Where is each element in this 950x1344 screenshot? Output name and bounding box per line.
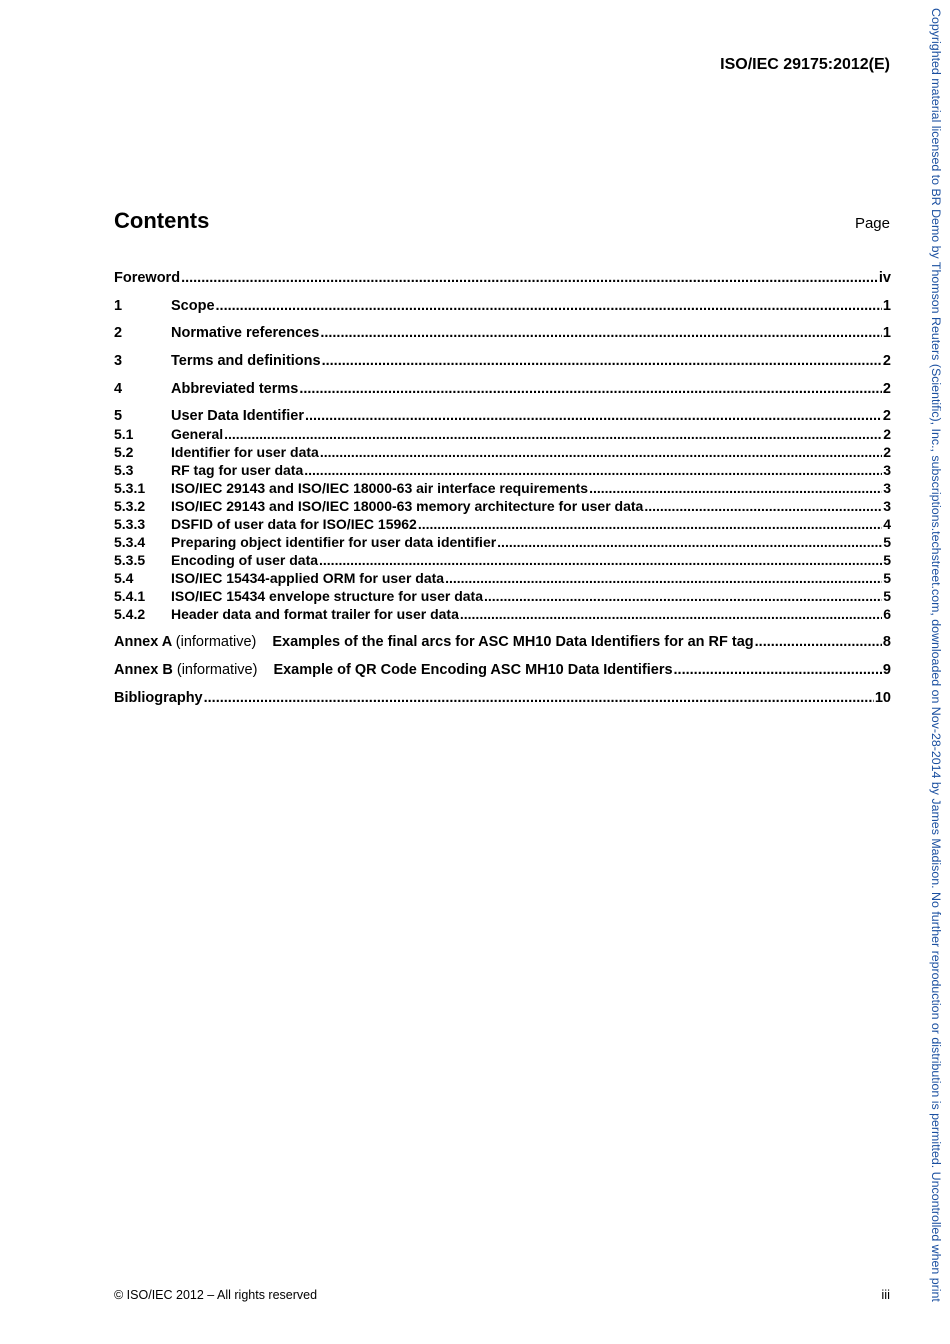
toc-entry-page: 2 xyxy=(882,380,891,397)
toc-entry-title: Normative references xyxy=(171,325,320,342)
annex-qualifier: (informative) xyxy=(176,661,258,678)
dot-leader xyxy=(418,515,882,533)
toc-entry-title: Bibliography xyxy=(114,689,203,706)
toc-entry-page: 5 xyxy=(883,534,891,551)
toc-entry-number: 5.1 xyxy=(114,426,134,443)
toc-entry-annex-a[interactable] xyxy=(114,633,891,651)
toc-entry-number: 5.3 xyxy=(114,462,134,479)
toc-entry-title: DSFID of user data for ISO/IEC 15962 xyxy=(171,516,417,533)
toc-entry-title: Preparing object identifier for user data identifier xyxy=(171,534,497,551)
annex-label xyxy=(114,661,273,679)
dot-leader xyxy=(320,443,882,461)
toc-entry-foreword[interactable] xyxy=(114,269,891,287)
footer-page-number: iii xyxy=(881,1287,890,1302)
toc-entry-number: 4 xyxy=(114,380,123,397)
toc-entry-annex-b[interactable] xyxy=(114,661,891,679)
dot-leader xyxy=(322,352,882,370)
toc-entry-title: Example of QR Code Encoding ASC MH10 Data Identifiers xyxy=(273,661,673,678)
toc-entry-5-4-2[interactable] xyxy=(114,605,891,623)
toc-entry-page: 10 xyxy=(874,689,891,706)
toc-entry-5-1[interactable] xyxy=(114,425,891,443)
annex-letter: Annex A xyxy=(114,634,172,651)
toc-entry-title: Abbreviated terms xyxy=(171,380,299,397)
toc-entry-title: Header data and format trailer for user data xyxy=(171,606,459,623)
toc-entry-5-2[interactable] xyxy=(114,443,891,461)
toc-entry-4[interactable] xyxy=(114,380,891,398)
dot-leader xyxy=(497,533,882,551)
toc-entry-title: Terms and definitions xyxy=(171,353,321,370)
toc-entry-number: 1 xyxy=(114,297,123,314)
toc-entry-page: 3 xyxy=(883,462,891,479)
toc-entry-page: 5 xyxy=(883,588,891,605)
dot-leader xyxy=(204,689,874,707)
toc-entry-number: 5.4.1 xyxy=(114,588,146,605)
annex-label xyxy=(114,633,272,651)
toc-entry-number: 5.4 xyxy=(114,570,134,587)
license-watermark: Copyrighted material licensed to BR Demo by Thomson Reuters (Scientific), Inc., subscriptions.techstreet.com, downloaded on Nov-28-2014 by James Madison. No further reproduction or distribution is permitted. Uncontrolled when print xyxy=(929,8,943,1302)
table-of-contents xyxy=(114,269,891,707)
dot-leader xyxy=(305,407,882,425)
toc-entry-number: 5.3.4 xyxy=(114,534,146,551)
toc-entry-title: Scope xyxy=(171,297,215,314)
dot-leader xyxy=(589,479,882,497)
annex-letter: Annex B xyxy=(114,661,173,678)
toc-entry-title: User Data Identifier xyxy=(171,408,304,425)
toc-entry-page: 1 xyxy=(882,297,891,314)
toc-entry-title: General xyxy=(171,426,224,443)
toc-entry-page: 2 xyxy=(883,444,891,461)
toc-entry-5-4[interactable] xyxy=(114,569,891,587)
toc-entry-5-3-4[interactable] xyxy=(114,533,891,551)
toc-entry-2[interactable] xyxy=(114,324,891,342)
dot-leader xyxy=(484,587,882,605)
contents-title: Contents xyxy=(114,208,210,233)
toc-entry-number: 3 xyxy=(114,353,123,370)
dot-leader xyxy=(320,324,882,342)
dot-leader xyxy=(299,380,882,398)
toc-entry-3[interactable] xyxy=(114,352,891,370)
toc-entry-title: RF tag for user data xyxy=(171,462,304,479)
toc-entry-page: 1 xyxy=(882,325,891,342)
toc-entry-page: iv xyxy=(878,270,891,286)
toc-entry-5-3-2[interactable] xyxy=(114,497,891,515)
dot-leader xyxy=(755,633,882,651)
toc-entry-number: 5.3.5 xyxy=(114,552,146,569)
page-column-label: Page xyxy=(854,215,890,232)
dot-leader xyxy=(445,569,882,587)
footer-copyright: © ISO/IEC 2012 – All rights reserved xyxy=(114,1288,318,1302)
dot-leader xyxy=(674,661,882,679)
toc-entry-number: 5.3.2 xyxy=(114,498,146,515)
toc-entry-title: Foreword xyxy=(114,270,181,286)
toc-entry-bibliography[interactable] xyxy=(114,689,891,707)
toc-entry-page: 2 xyxy=(882,353,891,370)
dot-leader xyxy=(181,269,878,287)
toc-entry-page: 5 xyxy=(883,570,891,587)
dot-leader xyxy=(644,497,882,515)
toc-entry-title: Encoding of user data xyxy=(171,552,319,569)
toc-entry-number: 5.3.1 xyxy=(114,480,146,497)
toc-entry-title: ISO/IEC 15434-applied ORM for user data xyxy=(171,570,445,587)
toc-entry-5-3-1[interactable] xyxy=(114,479,891,497)
dot-leader xyxy=(224,425,882,443)
document-id-header: ISO/IEC 29175:2012(E) xyxy=(720,56,890,73)
toc-entry-number: 2 xyxy=(114,325,123,342)
toc-entry-number: 5.4.2 xyxy=(114,606,146,623)
toc-entry-page: 3 xyxy=(883,498,891,515)
toc-entry-page: 2 xyxy=(883,426,891,443)
dot-leader xyxy=(216,297,882,315)
dot-leader xyxy=(304,461,882,479)
toc-entry-1[interactable] xyxy=(114,297,891,315)
toc-entry-number: 5.3.3 xyxy=(114,516,146,533)
toc-entry-number: 5.2 xyxy=(114,444,134,461)
toc-entry-page: 2 xyxy=(882,408,891,425)
toc-entry-page: 3 xyxy=(883,480,891,497)
toc-entry-page: 9 xyxy=(882,661,891,678)
toc-entry-5[interactable] xyxy=(114,407,891,425)
toc-entry-page: 5 xyxy=(883,552,891,569)
toc-entry-title: ISO/IEC 15434 envelope structure for user data xyxy=(171,588,484,605)
toc-entry-title: ISO/IEC 29143 and ISO/IEC 18000-63 air interface requirements xyxy=(171,480,589,497)
toc-entry-5-3[interactable] xyxy=(114,461,891,479)
toc-entry-title: ISO/IEC 29143 and ISO/IEC 18000-63 memory architecture for user data xyxy=(171,498,644,515)
toc-entry-5-4-1[interactable] xyxy=(114,587,891,605)
toc-entry-page: 8 xyxy=(882,634,891,651)
toc-entry-5-3-3[interactable] xyxy=(114,515,891,533)
toc-entry-title: Examples of the final arcs for ASC MH10 Data Identifiers for an RF tag xyxy=(272,634,754,651)
toc-entry-page: 4 xyxy=(883,516,891,533)
toc-entry-5-3-5[interactable] xyxy=(114,551,891,569)
dot-leader xyxy=(460,605,882,623)
annex-qualifier: (informative) xyxy=(175,634,257,651)
toc-entry-page: 6 xyxy=(883,606,891,623)
toc-entry-number: 5 xyxy=(114,408,123,425)
dot-leader xyxy=(319,551,882,569)
toc-entry-title: Identifier for user data xyxy=(171,444,319,461)
